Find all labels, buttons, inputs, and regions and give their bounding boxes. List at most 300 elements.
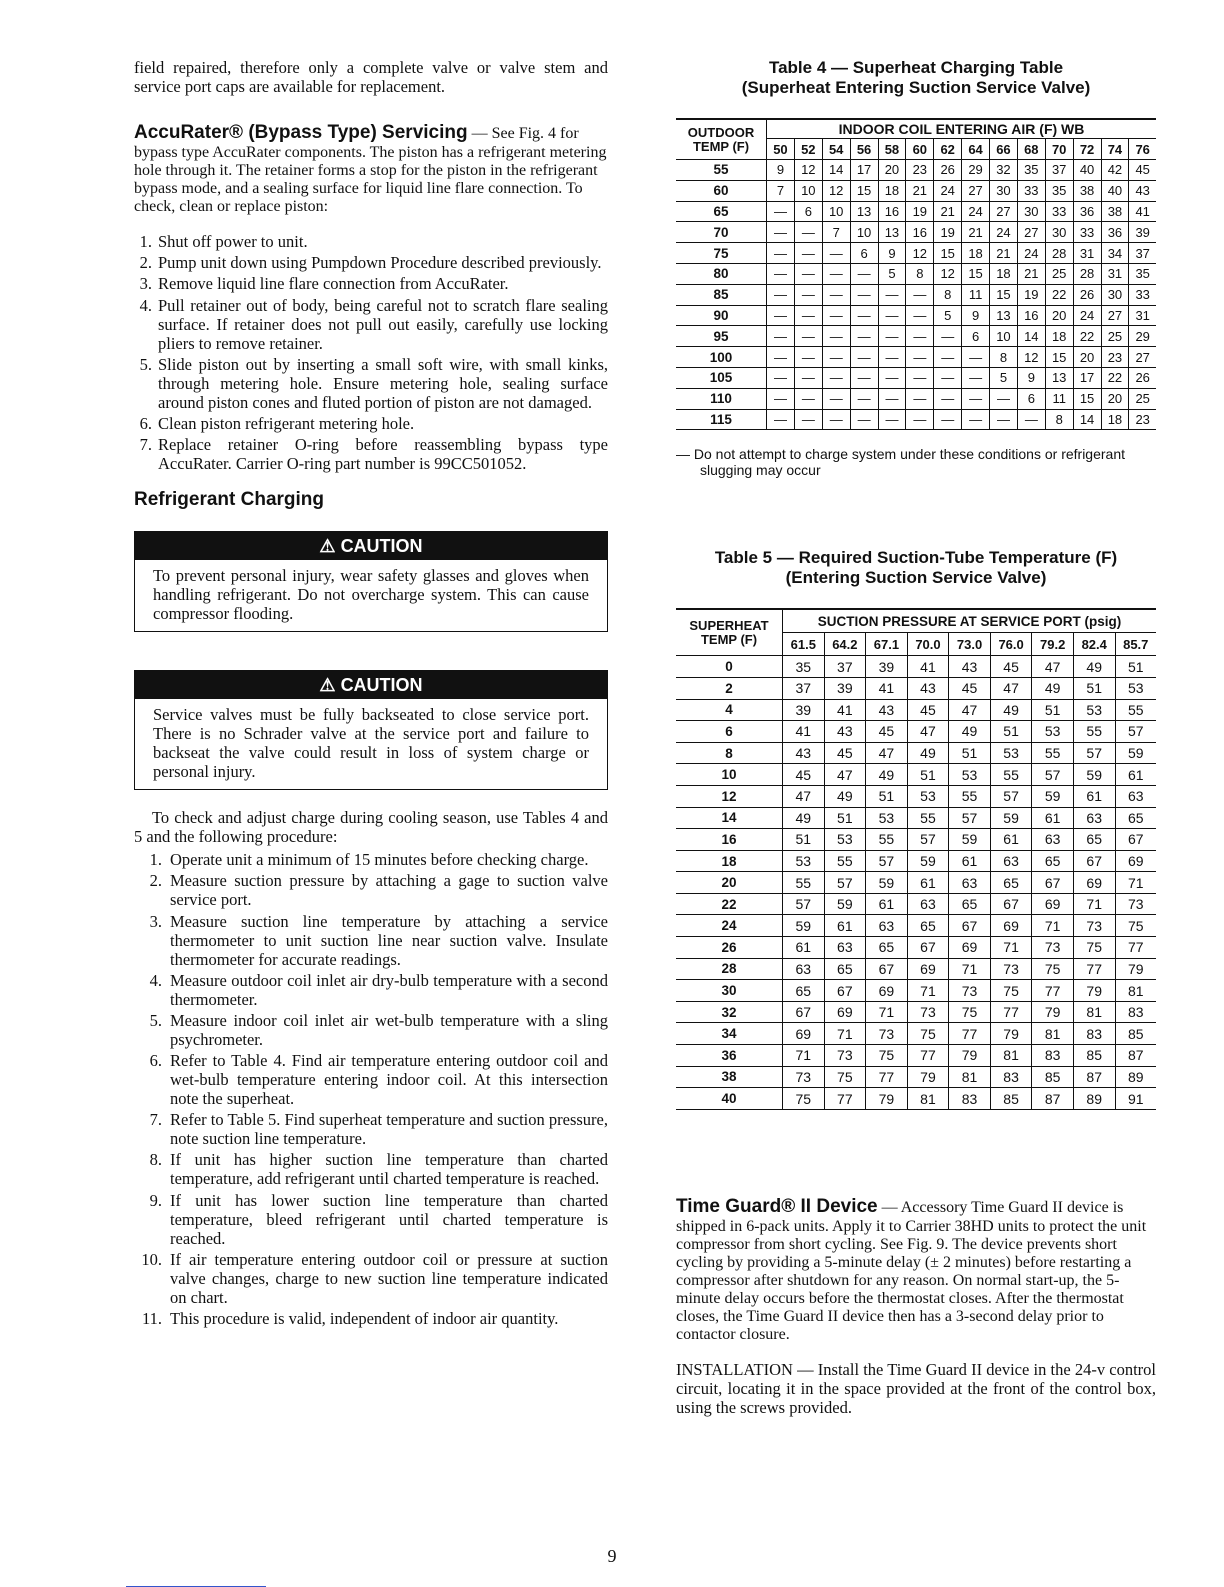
table-cell: 43 bbox=[1129, 180, 1156, 201]
table-cell: 75 bbox=[1032, 958, 1074, 980]
table-cell: — bbox=[794, 388, 822, 409]
charging-step bbox=[134, 912, 608, 969]
table-cell: 20 bbox=[1045, 305, 1073, 326]
table-cell: 55 bbox=[824, 850, 866, 872]
table-cell: 37 bbox=[1045, 160, 1073, 181]
table-cell: 59 bbox=[1032, 785, 1074, 807]
table-cell: 29 bbox=[962, 160, 990, 181]
table-cell: 49 bbox=[824, 785, 866, 807]
table-cell: 69 bbox=[783, 1023, 825, 1045]
table-row bbox=[676, 829, 1156, 851]
table-cell: — bbox=[850, 388, 878, 409]
table-cell: — bbox=[990, 409, 1018, 430]
table-cell: 61 bbox=[783, 937, 825, 959]
table-cell: 75 bbox=[990, 980, 1032, 1002]
table-cell: — bbox=[822, 263, 850, 284]
table-cell: 37 bbox=[783, 677, 825, 699]
table-cell: 51 bbox=[866, 785, 908, 807]
table-row bbox=[676, 284, 1156, 305]
charging-step bbox=[134, 871, 608, 909]
table4-col-group-header: INDOOR COIL ENTERING AIR (F) WB bbox=[767, 119, 1157, 139]
table-cell: 71 bbox=[949, 958, 991, 980]
table-cell: 13 bbox=[850, 201, 878, 222]
table-cell: 69 bbox=[866, 980, 908, 1002]
row-label: 0 bbox=[676, 656, 783, 678]
table-cell: 61 bbox=[990, 829, 1032, 851]
table-cell: 57 bbox=[866, 850, 908, 872]
table-cell: 57 bbox=[1073, 742, 1115, 764]
table-cell: — bbox=[822, 388, 850, 409]
table-row bbox=[676, 915, 1156, 937]
table-cell: — bbox=[822, 243, 850, 264]
table-row bbox=[676, 367, 1156, 388]
table-cell: 55 bbox=[990, 764, 1032, 786]
table-cell: 49 bbox=[783, 807, 825, 829]
table-cell: 59 bbox=[1115, 742, 1156, 764]
table5-column-header: 70.0 bbox=[907, 633, 949, 656]
timeguard-heading: Time Guard® II Device bbox=[676, 1195, 878, 1217]
left-column bbox=[134, 58, 608, 1330]
table-row bbox=[676, 263, 1156, 284]
table-cell: 13 bbox=[1045, 367, 1073, 388]
table-cell: — bbox=[794, 243, 822, 264]
row-label: 14 bbox=[676, 807, 783, 829]
table-cell: 15 bbox=[1073, 388, 1101, 409]
table-cell: — bbox=[906, 305, 934, 326]
table-cell: 85 bbox=[1073, 1045, 1115, 1067]
table-cell: 51 bbox=[783, 829, 825, 851]
table-cell: 10 bbox=[822, 201, 850, 222]
table-row bbox=[676, 243, 1156, 264]
table-cell: — bbox=[878, 326, 906, 347]
row-label: 2 bbox=[676, 677, 783, 699]
step-number: 2. bbox=[139, 253, 152, 273]
table-cell: — bbox=[794, 222, 822, 243]
table5-row-header: SUPERHEAT TEMP (F) bbox=[676, 609, 783, 656]
table-row bbox=[676, 721, 1156, 743]
step-text: This procedure is valid, independent of indoor air quantity. bbox=[170, 1309, 559, 1328]
table-row bbox=[676, 958, 1156, 980]
table4-column-header: 58 bbox=[878, 139, 906, 160]
table-cell: — bbox=[822, 326, 850, 347]
table-cell: 65 bbox=[1032, 850, 1074, 872]
table-cell: 16 bbox=[906, 222, 934, 243]
charging-section bbox=[134, 489, 608, 1328]
table-cell: 57 bbox=[907, 829, 949, 851]
table-cell: 65 bbox=[866, 937, 908, 959]
table-cell: — bbox=[878, 284, 906, 305]
table-cell: 35 bbox=[1017, 160, 1045, 181]
table-row bbox=[676, 937, 1156, 959]
table-cell: 73 bbox=[990, 958, 1032, 980]
step-number: 5. bbox=[149, 1010, 162, 1030]
table-cell: 21 bbox=[934, 201, 962, 222]
table-cell: — bbox=[767, 305, 795, 326]
table-cell: 47 bbox=[1032, 656, 1074, 678]
table-cell: 55 bbox=[1115, 699, 1156, 721]
table-cell: 51 bbox=[1073, 677, 1115, 699]
row-label: 80 bbox=[676, 263, 767, 284]
accurater-step bbox=[134, 274, 608, 293]
row-label: 6 bbox=[676, 721, 783, 743]
table-cell: 8 bbox=[1045, 409, 1073, 430]
step-text: If air temperature entering outdoor coil or pressure at suction valve changes, charge to new suction line temperature indicated on chart. bbox=[170, 1249, 608, 1307]
table4-title-line1: Table 4 — Superheat Charging Table bbox=[768, 58, 1064, 77]
table-cell: 15 bbox=[990, 284, 1018, 305]
row-label: 70 bbox=[676, 222, 767, 243]
table-cell: — bbox=[767, 409, 795, 430]
table5-column-header: 85.7 bbox=[1115, 633, 1156, 656]
table-cell: 61 bbox=[907, 872, 949, 894]
table-cell: 22 bbox=[1101, 367, 1129, 388]
table-cell: 33 bbox=[1045, 201, 1073, 222]
step-text: Slide piston out by inserting a small soft wire, with small kinks, through metering hole. Ensure metering hole, sealing surface around piston cones and fluted portion of piston are not damaged. bbox=[158, 354, 608, 412]
table-cell: 10 bbox=[794, 180, 822, 201]
row-label: 36 bbox=[676, 1045, 783, 1067]
table-cell: 7 bbox=[822, 222, 850, 243]
table-cell: 89 bbox=[1115, 1066, 1156, 1088]
row-label: 24 bbox=[676, 915, 783, 937]
table-cell: 85 bbox=[990, 1088, 1032, 1110]
table-cell: 53 bbox=[783, 850, 825, 872]
table5-column-header: 82.4 bbox=[1073, 633, 1115, 656]
table-cell: 45 bbox=[907, 699, 949, 721]
table-cell: 23 bbox=[906, 160, 934, 181]
table4-column-header: 54 bbox=[822, 139, 850, 160]
table-cell: — bbox=[767, 388, 795, 409]
table-cell: 8 bbox=[906, 263, 934, 284]
table4-column-header: 76 bbox=[1129, 139, 1156, 160]
table-row bbox=[676, 980, 1156, 1002]
table-cell: — bbox=[1017, 409, 1045, 430]
table4-column-header: 56 bbox=[850, 139, 878, 160]
table-cell: 63 bbox=[824, 937, 866, 959]
table-cell: 59 bbox=[1073, 764, 1115, 786]
table-cell: 20 bbox=[878, 160, 906, 181]
table-cell: 41 bbox=[783, 721, 825, 743]
table-cell: 53 bbox=[824, 829, 866, 851]
table-cell: 79 bbox=[907, 1066, 949, 1088]
table-cell: 71 bbox=[866, 1001, 908, 1023]
table-cell: 61 bbox=[949, 850, 991, 872]
table-cell: — bbox=[767, 263, 795, 284]
charging-step bbox=[134, 1051, 608, 1108]
table-cell: — bbox=[767, 222, 795, 243]
table-cell: 69 bbox=[949, 937, 991, 959]
table-cell: 49 bbox=[1032, 677, 1074, 699]
table-cell: 41 bbox=[1129, 201, 1156, 222]
table-cell: 77 bbox=[1073, 958, 1115, 980]
table-cell: 55 bbox=[1073, 721, 1115, 743]
table-cell: 21 bbox=[962, 222, 990, 243]
table-cell: 69 bbox=[907, 958, 949, 980]
table-cell: 43 bbox=[866, 699, 908, 721]
table-cell: 14 bbox=[822, 160, 850, 181]
table-cell: 15 bbox=[934, 243, 962, 264]
table-cell: 14 bbox=[1017, 326, 1045, 347]
table-cell: — bbox=[962, 409, 990, 430]
table-cell: — bbox=[822, 367, 850, 388]
table-cell: 63 bbox=[907, 893, 949, 915]
table-cell: — bbox=[822, 347, 850, 368]
table-cell: 55 bbox=[783, 872, 825, 894]
table-cell: — bbox=[962, 388, 990, 409]
table-cell: — bbox=[794, 409, 822, 430]
table-cell: 81 bbox=[1032, 1023, 1074, 1045]
table-cell: 73 bbox=[907, 1001, 949, 1023]
table4-column-header: 72 bbox=[1073, 139, 1101, 160]
table-cell: — bbox=[822, 284, 850, 305]
accurater-step bbox=[134, 355, 608, 412]
table-row bbox=[676, 1001, 1156, 1023]
table-cell: 75 bbox=[907, 1023, 949, 1045]
table-cell: 71 bbox=[990, 937, 1032, 959]
accurater-section bbox=[134, 122, 608, 473]
table-cell: 33 bbox=[1129, 284, 1156, 305]
table4-row-header: OUTDOOR TEMP (F) bbox=[676, 119, 767, 160]
table-cell: 12 bbox=[822, 180, 850, 201]
table-row bbox=[676, 1045, 1156, 1067]
charging-step bbox=[134, 1110, 608, 1148]
step-number: 10. bbox=[141, 1249, 162, 1269]
table-cell: 24 bbox=[1073, 305, 1101, 326]
table-cell: 43 bbox=[824, 721, 866, 743]
table-cell: 36 bbox=[1101, 222, 1129, 243]
table-cell: 67 bbox=[1073, 850, 1115, 872]
table-cell: 20 bbox=[1073, 347, 1101, 368]
table-cell: 5 bbox=[990, 367, 1018, 388]
table-cell: 81 bbox=[907, 1088, 949, 1110]
table-cell: 71 bbox=[783, 1045, 825, 1067]
step-text: Remove liquid line flare connection from AccuRater. bbox=[158, 274, 509, 294]
table-cell: 42 bbox=[1101, 160, 1129, 181]
table-cell: 63 bbox=[990, 850, 1032, 872]
row-label: 26 bbox=[676, 937, 783, 959]
table-cell: 63 bbox=[866, 915, 908, 937]
step-number: 9. bbox=[149, 1190, 162, 1210]
table-cell: 65 bbox=[1073, 829, 1115, 851]
table-cell: 39 bbox=[824, 677, 866, 699]
table-cell: 25 bbox=[1045, 263, 1073, 284]
table-cell: 63 bbox=[949, 872, 991, 894]
table-cell: — bbox=[906, 388, 934, 409]
table-cell: 81 bbox=[990, 1045, 1032, 1067]
step-number: 6. bbox=[149, 1051, 162, 1071]
table-cell: 47 bbox=[866, 742, 908, 764]
table-cell: 15 bbox=[962, 263, 990, 284]
row-label: 10 bbox=[676, 764, 783, 786]
table4-column-header: 70 bbox=[1045, 139, 1073, 160]
caution-box-2 bbox=[134, 670, 608, 790]
table-cell: 87 bbox=[1073, 1066, 1115, 1088]
table-cell: 23 bbox=[1129, 409, 1156, 430]
page-number: 9 bbox=[607, 1546, 617, 1566]
charging-step bbox=[134, 1011, 608, 1049]
table-cell: 67 bbox=[949, 915, 991, 937]
table-cell: 67 bbox=[824, 980, 866, 1002]
table-cell: 37 bbox=[824, 656, 866, 678]
table-cell: 69 bbox=[824, 1001, 866, 1023]
table-cell: 41 bbox=[866, 677, 908, 699]
table-cell: 18 bbox=[962, 243, 990, 264]
table-row bbox=[676, 1066, 1156, 1088]
accurater-step bbox=[134, 296, 608, 353]
installation-label: INSTALLATION bbox=[676, 1359, 793, 1379]
table-cell: 79 bbox=[949, 1045, 991, 1067]
table-cell: 55 bbox=[866, 829, 908, 851]
table-cell: — bbox=[767, 367, 795, 388]
table-cell: 55 bbox=[949, 785, 991, 807]
table-cell: 85 bbox=[1032, 1066, 1074, 1088]
table4-column-header: 60 bbox=[906, 139, 934, 160]
step-text: Pump unit down using Pumpdown Procedure described previously. bbox=[158, 253, 602, 273]
table-cell: 77 bbox=[990, 1001, 1032, 1023]
table-cell: 75 bbox=[783, 1088, 825, 1110]
table5-column-header: 61.5 bbox=[783, 633, 825, 656]
table-cell: — bbox=[767, 326, 795, 347]
table-cell: 41 bbox=[907, 656, 949, 678]
table-cell: 16 bbox=[878, 201, 906, 222]
table-cell: — bbox=[850, 284, 878, 305]
intro-paragraph: field repaired, therefore only a complete valve or valve stem and service port caps are available for replacement. bbox=[134, 58, 608, 96]
table-cell: — bbox=[934, 347, 962, 368]
table-cell: 69 bbox=[1073, 872, 1115, 894]
table4-column-header: 62 bbox=[934, 139, 962, 160]
table-cell: — bbox=[850, 409, 878, 430]
table-cell: 30 bbox=[1101, 284, 1129, 305]
table5-title bbox=[676, 548, 1156, 588]
caution-bar-1: ⚠ CAUTION bbox=[135, 532, 607, 560]
table-cell: 16 bbox=[1017, 305, 1045, 326]
timeguard-body: Accessory Time Guard II device is shipped in 6-pack units. Apply it to Carrier 38HD units to protect the unit compressor from short cycling. See Fig. 9. The device prevents short cycling by providing a 5-minute delay (± 2 minutes) before restarting a compressor after shutdown for any reason. On normal start-up, the 5-minute delay occurs before the thermostat closes. After the thermostat closes, the Time Guard II device then has a 3-second delay prior to contactor closure. bbox=[676, 1198, 1147, 1343]
table-cell: 22 bbox=[1073, 326, 1101, 347]
table-cell: 63 bbox=[783, 958, 825, 980]
table-cell: 22 bbox=[1045, 284, 1073, 305]
table-cell: 32 bbox=[990, 160, 1018, 181]
row-label: 40 bbox=[676, 1088, 783, 1110]
timeguard-section: Time Guard® II Device — Accessory Time Guard II device is shipped in 6-pack units. Apply it to Carrier 38HD units to protect the unit compressor from short cycling. See Fig. 9. The device prevents short cycling by providing a 5-minute delay (± 2 minutes) before restarting a compressor after shutdown for any reason. On normal start-up, the 5-minute delay occurs before the thermostat closes. After the thermostat closes, the Time Guard II device then has a 3-second delay prior to contactor closure. INSTALLATION — Install the Time Guard II device in the 24-v control circuit, locating it in the space provided at the front of the control box, using the screws provided. bbox=[676, 1195, 1157, 1417]
table-cell: 49 bbox=[990, 699, 1032, 721]
table-cell: 31 bbox=[1101, 263, 1129, 284]
table-cell: — bbox=[878, 347, 906, 368]
step-number: 8. bbox=[149, 1150, 162, 1170]
table-cell: — bbox=[850, 367, 878, 388]
table-cell: 53 bbox=[1032, 721, 1074, 743]
table-cell: 15 bbox=[850, 180, 878, 201]
table-cell: 57 bbox=[949, 807, 991, 829]
table-cell: 71 bbox=[1032, 915, 1074, 937]
table-cell: 11 bbox=[1045, 388, 1073, 409]
table-cell: 79 bbox=[1032, 1001, 1074, 1023]
table-cell: 17 bbox=[1073, 367, 1101, 388]
table-cell: 12 bbox=[906, 243, 934, 264]
table-cell: 7 bbox=[767, 180, 795, 201]
table4-column-header: 50 bbox=[767, 139, 795, 160]
table-cell: 29 bbox=[1129, 326, 1156, 347]
accurater-heading: AccuRater® (Bypass Type) Servicing bbox=[134, 122, 468, 143]
step-number: 4. bbox=[149, 970, 162, 990]
table-cell: 61 bbox=[1032, 807, 1074, 829]
table-cell: 65 bbox=[990, 872, 1032, 894]
table-row bbox=[676, 160, 1156, 181]
table-cell: 67 bbox=[783, 1001, 825, 1023]
table4 bbox=[676, 118, 1156, 430]
accurater-step bbox=[134, 253, 608, 272]
table-cell: 83 bbox=[990, 1066, 1032, 1088]
table-row bbox=[676, 656, 1156, 678]
table-cell: 57 bbox=[783, 893, 825, 915]
table-cell: 73 bbox=[866, 1023, 908, 1045]
table-cell: 61 bbox=[824, 915, 866, 937]
table5-column-header: 76.0 bbox=[990, 633, 1032, 656]
table-cell: 79 bbox=[1073, 980, 1115, 1002]
table-cell: 27 bbox=[1101, 305, 1129, 326]
step-text: Refer to Table 5. Find superheat temperature and suction pressure, note suction line temperature. bbox=[170, 1110, 608, 1149]
step-text: Operate unit a minimum of 15 minutes before checking charge. bbox=[170, 850, 589, 870]
table-cell: 73 bbox=[949, 980, 991, 1002]
table-cell: 75 bbox=[1073, 937, 1115, 959]
table-cell: 36 bbox=[1073, 201, 1101, 222]
table-cell: 77 bbox=[824, 1088, 866, 1110]
row-label: 8 bbox=[676, 742, 783, 764]
table-cell: — bbox=[906, 326, 934, 347]
table-cell: 57 bbox=[1115, 721, 1156, 743]
row-label: 20 bbox=[676, 872, 783, 894]
table-cell: 23 bbox=[1101, 347, 1129, 368]
row-label: 85 bbox=[676, 284, 767, 305]
table4-title bbox=[676, 58, 1156, 98]
row-label: 115 bbox=[676, 409, 767, 430]
charging-step bbox=[134, 850, 608, 869]
table-cell: — bbox=[822, 305, 850, 326]
table-cell: 18 bbox=[990, 263, 1018, 284]
table-cell: 31 bbox=[1073, 243, 1101, 264]
table-cell: 65 bbox=[783, 980, 825, 1002]
table-row bbox=[676, 180, 1156, 201]
table-cell: 12 bbox=[934, 263, 962, 284]
row-label: 65 bbox=[676, 201, 767, 222]
row-label: 16 bbox=[676, 829, 783, 851]
table-cell: — bbox=[934, 409, 962, 430]
table-cell: — bbox=[878, 388, 906, 409]
row-label: 38 bbox=[676, 1066, 783, 1088]
table-cell: 27 bbox=[990, 201, 1018, 222]
table-row bbox=[676, 807, 1156, 829]
table-row bbox=[676, 1088, 1156, 1110]
step-number: 1. bbox=[149, 850, 162, 870]
row-label: 60 bbox=[676, 180, 767, 201]
table-cell: 8 bbox=[990, 347, 1018, 368]
table-cell: 51 bbox=[1032, 699, 1074, 721]
accurater-step bbox=[134, 414, 608, 433]
table-cell: 26 bbox=[934, 160, 962, 181]
table-cell: 38 bbox=[1073, 180, 1101, 201]
table-cell: — bbox=[850, 263, 878, 284]
table-cell: 51 bbox=[824, 807, 866, 829]
table-cell: 61 bbox=[1115, 764, 1156, 786]
table4-note: — Do not attempt to charge system under these conditions or refrigerant slugging may occur bbox=[676, 446, 1126, 479]
table-cell: 43 bbox=[949, 656, 991, 678]
table-cell: 19 bbox=[1017, 284, 1045, 305]
table-cell: 5 bbox=[878, 263, 906, 284]
table5-title-line1: Table 5 — Required Suction-Tube Temperature (F) bbox=[714, 548, 1118, 568]
table-cell: 53 bbox=[949, 764, 991, 786]
table-cell: 43 bbox=[907, 677, 949, 699]
table-cell: 81 bbox=[1073, 1001, 1115, 1023]
table-cell: 33 bbox=[1073, 222, 1101, 243]
table-cell: 53 bbox=[990, 742, 1032, 764]
row-label: 95 bbox=[676, 326, 767, 347]
